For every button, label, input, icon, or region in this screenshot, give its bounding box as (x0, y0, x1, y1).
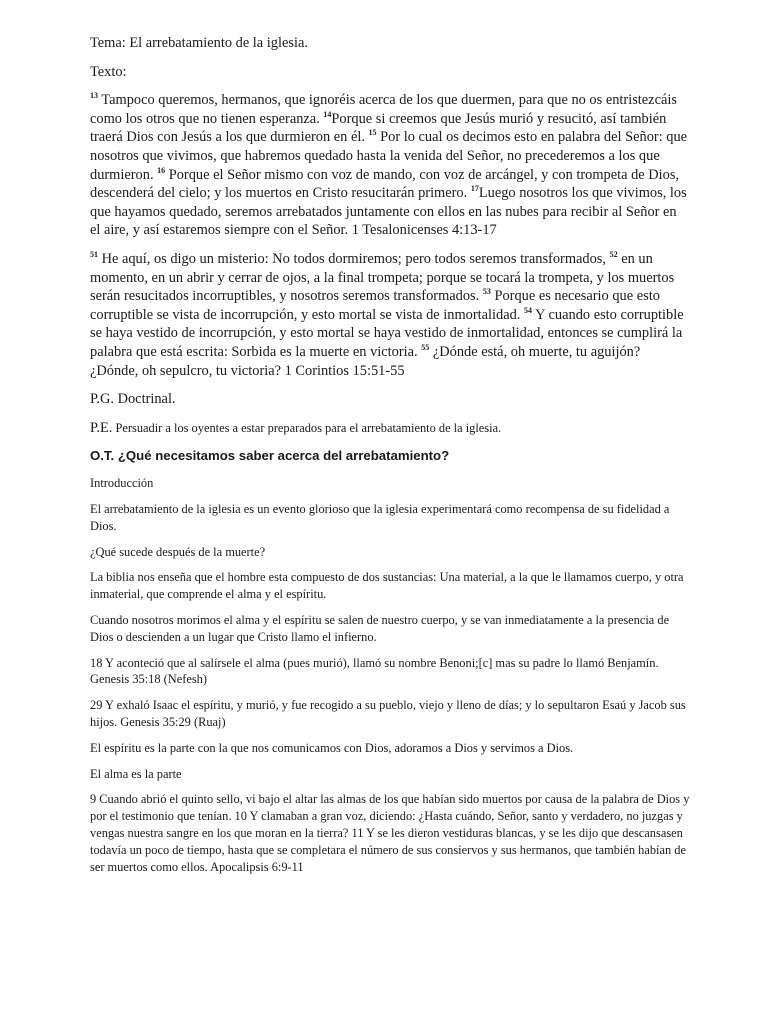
verse-number: 51 (90, 250, 98, 260)
pg-line: P.G. Doctrinal. (90, 391, 176, 408)
verse-text: Luego nosotros los que vivimos, los que hayamos quedado, seremos arrebatados juntamente con ellos en las nubes para recibir al Señor en el aire, y así estaremos siempre con el Señor. 1 Tesalonicenses 4:13-17 (90, 185, 687, 239)
question-heading: ¿Qué sucede después de la muerte? (90, 544, 266, 559)
verse-text: ¿Dónde está, oh muerte, tu aguijón? ¿Dónde, oh sepulcro, tu victoria? 1 Corintios 15:51-55 (90, 343, 641, 379)
verse-number: 15 (368, 128, 377, 138)
texto-label: Texto: (90, 63, 127, 80)
verse-number: 14 (323, 109, 332, 119)
verse-text: He aquí, os digo un misterio: No todos dormiremos; pero todos seremos transformados, (98, 250, 610, 267)
paragraph: El arrebatamiento de la iglesia es un evento glorioso que la iglesia experimentará como recompensa de su fidelidad a Dios. (90, 502, 670, 533)
paragraph: El alma es la parte (90, 766, 182, 781)
genesis-quote: 18 Y aconteció que al salírsele el alma (pues murió), llamó su nombre Benoni;[c] mas su padre lo llamó Benjamín. Genesis 35:18 (Nefesh) (90, 655, 659, 687)
paragraph: Cuando nosotros morimos el alma y el espíritu se salen de nuestro cuerpo, y se van inmediatamente a la presencia de Dios o descienden a un lugar que Cristo llamo el infierno. (90, 613, 670, 644)
pe-text: Persuadir a los oyentes a estar preparados para el arrebatamiento de la iglesia. (112, 420, 502, 435)
corinthians-passage (90, 250, 690, 380)
pe-label: P.E. (90, 419, 113, 436)
verse-number: 52 (609, 250, 618, 260)
verse-text: Porque el Señor mismo con voz de mando, con voz de arcángel, y con trompeta de Dios, descenderá del cielo; y los muertos en Cristo resucitarán primero. (90, 166, 680, 202)
verse-text: Por lo cual os decimos esto en palabra del Señor: que nosotros que vivimos, que habremos quedado hasta la venida del Señor, no precederemos a los que durmieron. (90, 129, 688, 183)
verse-number: 55 (421, 343, 430, 353)
verse-number: 54 (524, 305, 533, 315)
verse-text: Y cuando esto corruptible se haya vestido de incorrupción, y esto mortal se haya vestido de inmortalidad, entonces se cumplirá la palabra que está escrita: Sorbida es la muerte en victoria. (90, 306, 684, 360)
thessalonians-passage (90, 91, 690, 240)
tema-line: Tema: El arrebatamiento de la iglesia. (90, 35, 308, 51)
verse-number: 16 (157, 165, 166, 175)
genesis-quote: 29 Y exhaló Isaac el espíritu, y murió, y fue recogido a su pueblo, viejo y lleno de días; y lo sepultaron Esaú y Jacob sus hijos. Genesis 35:29 (Ruaj) (90, 698, 686, 730)
verse-text: Porque si creemos que Jesús murió y resucitó, así también traerá Dios con Jesús a los que durmieron en él. (90, 110, 667, 146)
ot-heading: O.T. ¿Qué necesitamos saber acerca del arrebatamiento? (90, 448, 450, 464)
verse-number: 53 (482, 287, 491, 297)
document-page (90, 34, 690, 884)
paragraph: El espíritu es la parte con la que nos comunicamos con Dios, adoramos a Dios y servimos a Dios. (90, 740, 574, 755)
introduccion-heading: Introducción (90, 476, 154, 491)
verse-text: Porque es necesario que esto corruptible se vista de incorrupción, y esto mortal se vista de inmortalidad. (90, 288, 660, 323)
paragraph: La biblia nos enseña que el hombre esta compuesto de dos sustancias: Una material, a la que le llamamos cuerpo, y otra inmaterial, que comprende el alma y el espíritu. (90, 570, 684, 602)
verse-number: 13 (90, 91, 98, 101)
pe-line (90, 419, 690, 438)
verse-text: en un momento, en un abrir y cerrar de ojos, a la final trompeta; porque se tocará la trompeta, y los muertos serán resucitados incorruptibles, y nosotros seremos transformados. (90, 250, 675, 305)
apocalipsis-quote: 9 Cuando abrió el quinto sello, vi bajo el altar las almas de los que habían sido muertos por causa de la palabra de Dios y por el testimonio que tenían. 10 Y clamaban a gran voz, diciendo: ¿Hasta cuándo, Señor, santo y verdadero, no juzgas y vengas nuestra sangre en los que moran en la tierra? 11 Y se les dieron vestiduras blancas, y se les dijo que descansasen todavía un poco de tiempo, hasta que se completara el número de sus consiervos y sus hermanos, que también habían de ser muertos como ellos. Apocalipsis 6:9-11 (90, 792, 690, 874)
verse-number: 17 (470, 184, 479, 194)
verse-text: Tampoco queremos, hermanos, que ignoréis acerca de los que duermen, para que no os entristezcáis como los otros que no tienen esperanza. (90, 92, 677, 127)
